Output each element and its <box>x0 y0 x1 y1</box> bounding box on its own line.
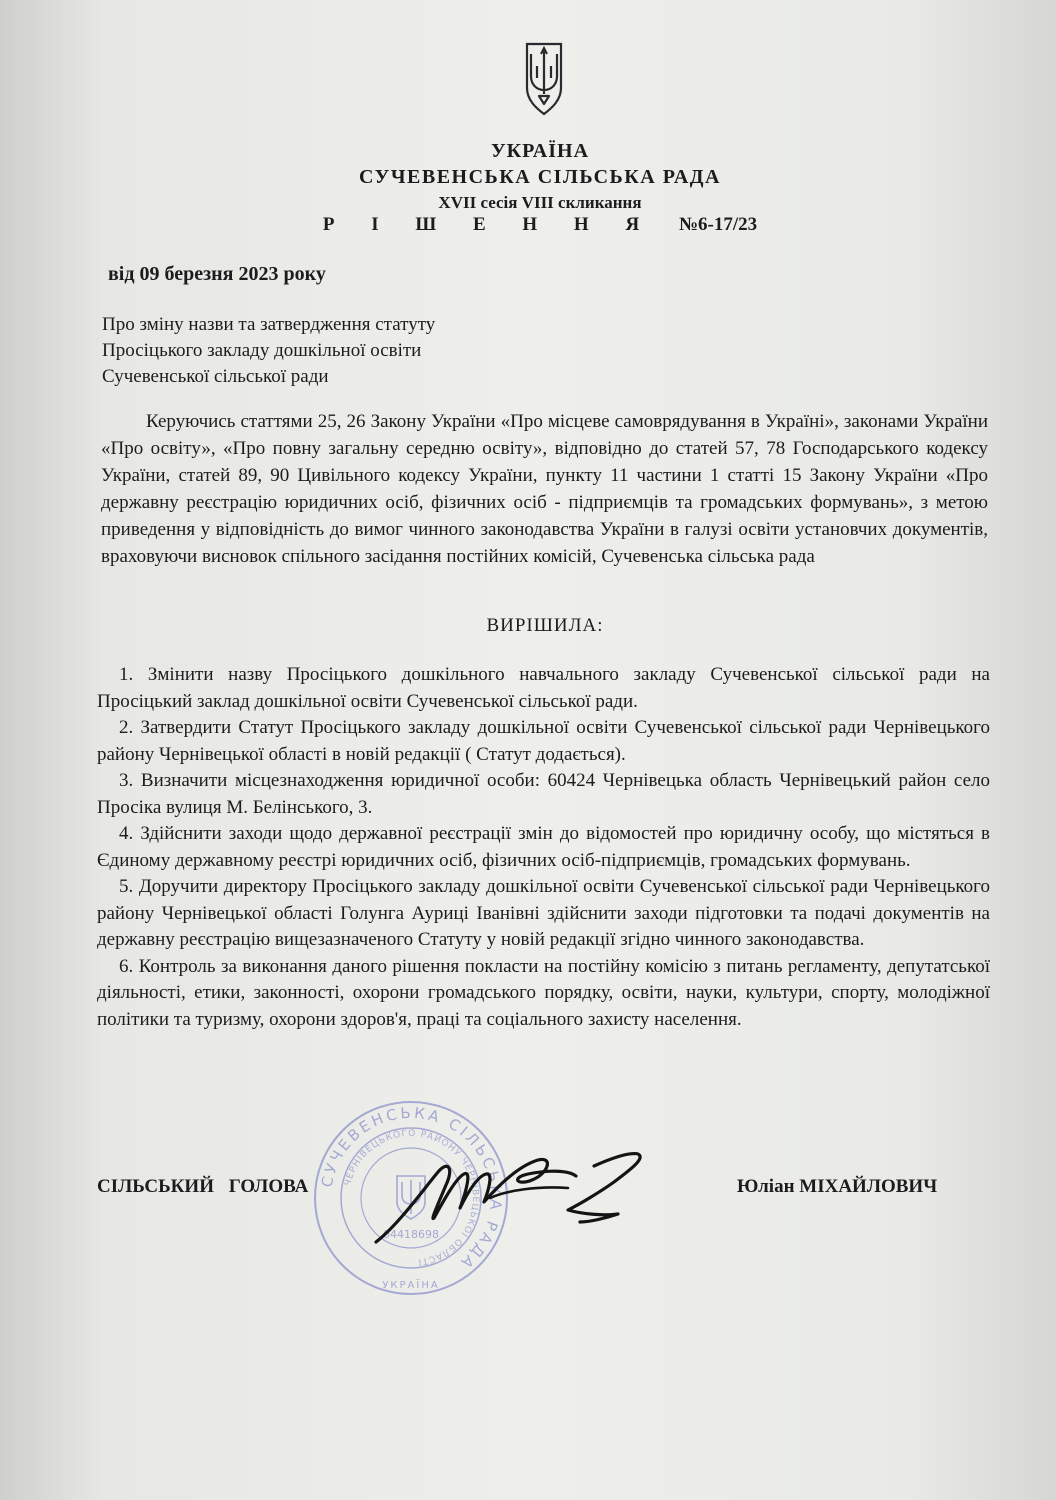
decision-word: Р І Ш Е Н Н Я <box>322 214 656 235</box>
resolution-items <box>97 662 990 1033</box>
resolution-item: 5. Доручити директору Просіцького закладу дошкільної освіти Сучевенської сільської ради Чернівецького району Чернівецької області Голунга Ауриці Іванівні здійснити заходи підготовки та подачі документів на державну реєстрацію вищезазначеного Статуту у новій редакції згідно чинного законодавства. <box>97 876 990 950</box>
stamp-inner-text: ЧЕРНІВЕЦЬКОГО РАЙОНУ ЧЕРНІВЕЦЬКОЇ ОБЛАСТІ <box>343 1128 481 1267</box>
handwritten-signature <box>368 1130 668 1250</box>
decision-subject <box>102 312 435 390</box>
trident-coat-of-arms-icon <box>517 40 571 118</box>
resolved-heading: ВИРІШИЛА: <box>486 615 604 636</box>
resolution-item: 6. Контроль за виконання даного рішення покласти на постійну комісію з питань регламенту, депутатської діяльності, етики, законності, охорони громадського порядку, освіти, науки, культури, спорту, молодіжної політики та туризму, охорони здоров'я, праці та соціального захисту населення. <box>97 955 990 1030</box>
signatory-name: Юліан МІХАЙЛОВИЧ <box>737 1176 938 1197</box>
signatory-title: СІЛЬСЬКИЙ ГОЛОВА <box>97 1176 309 1197</box>
decision-date: від 09 березня 2023 року <box>108 263 326 285</box>
stamp-code: 04418698 <box>383 1228 439 1241</box>
stamp-outer-text: СУЧЕВЕНСЬКА СІЛЬСЬКА РАДА <box>317 1103 506 1274</box>
resolution-item: 2. Затвердити Статут Просіцького закладу дошкільної освіти Сучевенської сільської ради Чернівецького району Чернівецької області в новій редакції ( Статут додається). <box>97 717 990 765</box>
resolution-item: 4. Здійснити заходи щодо державної реєстрації змін до відомостей про юридичну особу, що містяться в Єдиному державному реєстрі юридичних осіб, фізичних осіб-підприємців, громадських формувань. <box>97 823 990 871</box>
header-council: СУЧЕВЕНСЬКА СІЛЬСЬКА РАДА <box>359 166 721 188</box>
subject-line: Просіцького закладу дошкільної освіти <box>102 340 422 361</box>
header-decision <box>0 214 1056 236</box>
subject-line: Сучевенської сільської ради <box>102 366 329 387</box>
decision-number: №6-17/23 <box>678 214 758 235</box>
resolution-item: 1. Змінити назву Просіцького дошкільного навчального закладу Сучевенської сільської ради на Просіцький заклад дошкільної освіти Сучевенської сільської ради. <box>97 664 990 712</box>
stamp-bottom-text: УКРАЇНА <box>382 1280 440 1291</box>
header-session: XVII сесія VIII скликання <box>438 193 642 212</box>
subject-line: Про зміну назви та затвердження статуту <box>102 314 436 335</box>
header-country: УКРАЇНА <box>490 140 590 162</box>
resolution-item: 3. Визначити місцезнаходження юридичної особи: 60424 Чернівецька область Чернівецький район село Просіка вулиця М. Белінського, 3. <box>97 770 990 818</box>
preamble-paragraph: Керуючись статтями 25, 26 Закону України «Про місцеве самоврядування в Україні», законами України «Про освіту», «Про повну загальну середню освіту», відповідно до статей 57, 78 Господарського кодексу України, статей 89, 90 Цивільного кодексу України, пункту 11 частини 1 статті 15 Закону України «Про державну реєстрацію юридичних осіб, фізичних осіб - підприємців та громадських формувань», з метою приведення у відповідність до вимог чинного законодавства України в галузі освіти установчих документів, враховуючи висновок спільного засідання постійних комісій, Сучевенська сільська рада <box>101 411 988 567</box>
